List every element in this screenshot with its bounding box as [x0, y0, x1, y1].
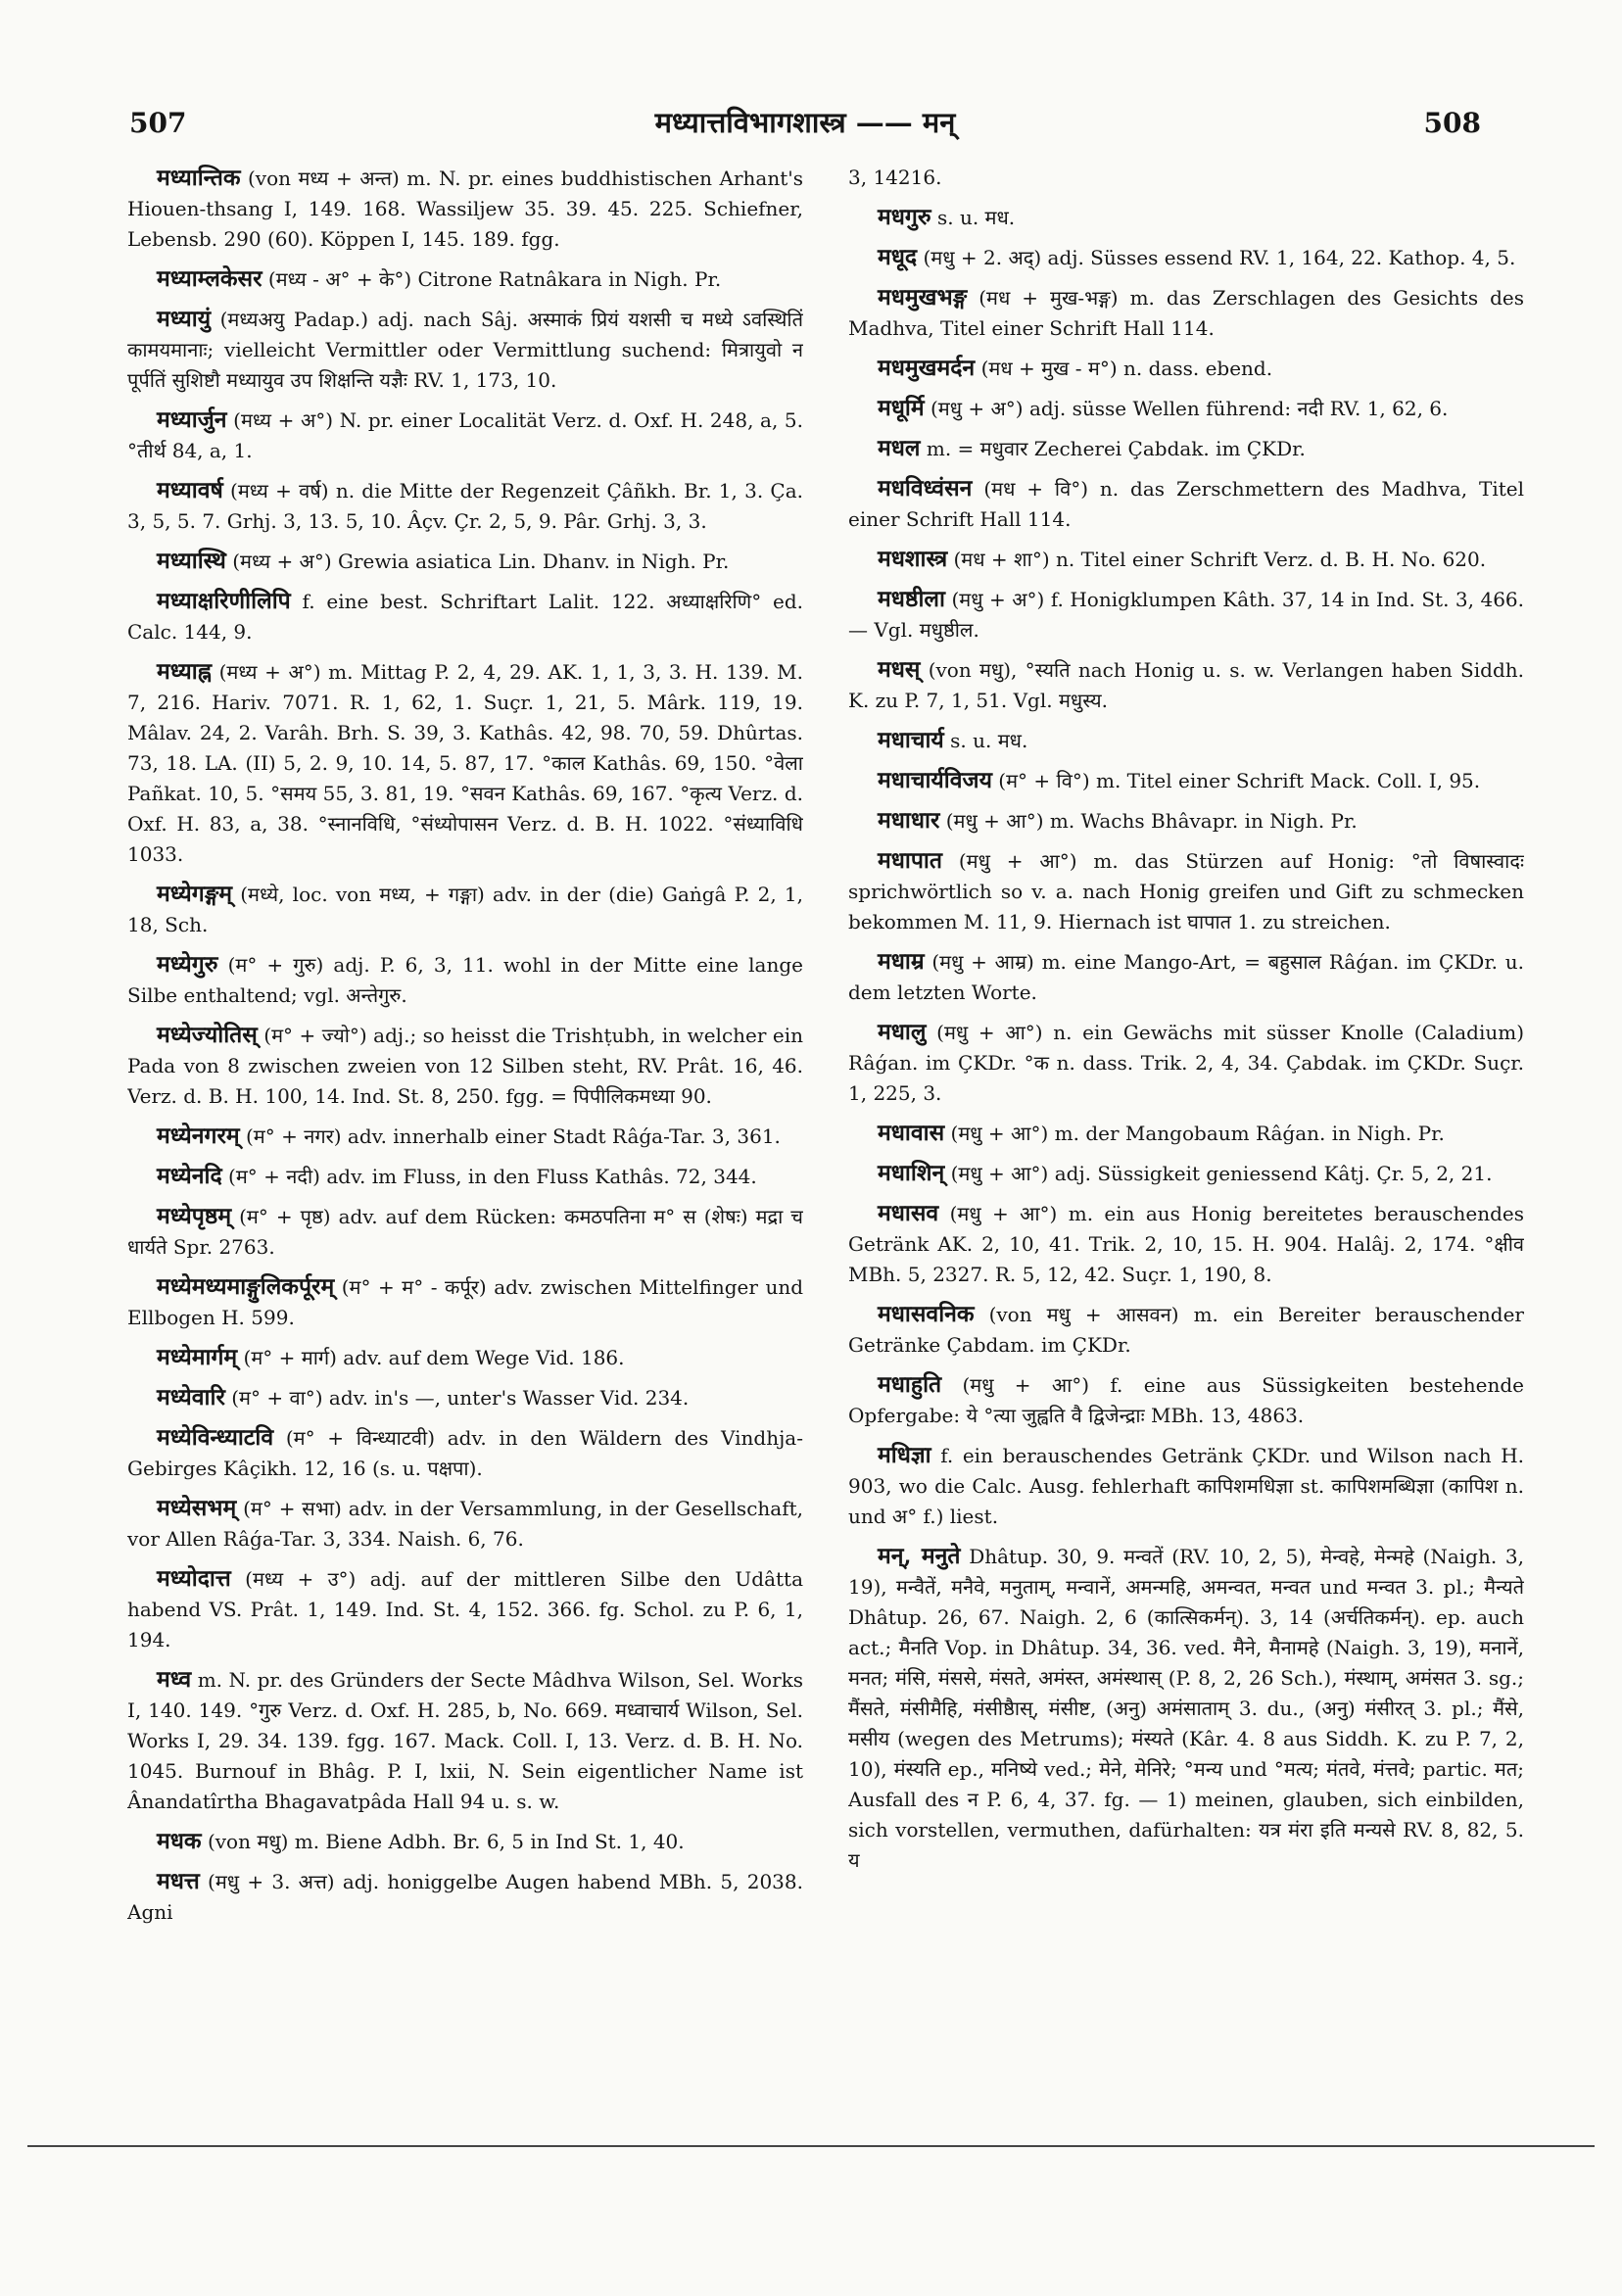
dictionary-entry: [127, 1271, 803, 1333]
entry-headword: मध्येनदि: [157, 1163, 222, 1189]
entry-headword: मध्यायुं: [157, 306, 212, 332]
entry-headword: मधल: [878, 435, 921, 461]
entry-headword: मध्याम्लकेसर: [157, 265, 262, 292]
dictionary-entry: [127, 949, 803, 1011]
entry-headword: मधासव: [878, 1200, 939, 1226]
entry-text: (मध + मुख - म°) n. dass. ebend.: [980, 357, 1273, 380]
dictionary-entry: [848, 282, 1524, 344]
dictionary-entry: [127, 475, 803, 537]
dictionary-entry: [127, 304, 803, 396]
dictionary-entry: [848, 433, 1524, 464]
entry-text: (मध्य - अ° + के°) Citrone Ratnâkara in Nigh. Pr.: [267, 267, 722, 291]
dictionary-entry: [127, 1201, 803, 1263]
entry-text: 3, 14216.: [848, 166, 942, 189]
dictionary-entry: [848, 1299, 1524, 1361]
entry-headword: मधूद: [878, 244, 918, 270]
bottom-rule: [27, 2145, 1595, 2147]
dictionary-entry: [848, 1541, 1524, 1876]
entry-headword: मधाचार्यविजय: [878, 767, 992, 793]
page-header: [129, 103, 1481, 142]
entry-headword: मन्, मनुते: [878, 1543, 961, 1569]
dictionary-entry: [127, 405, 803, 466]
entry-headword: मध्येसभम्: [157, 1495, 237, 1521]
entry-text: (मधु + अ°) adj. süsse Wellen führend: नदी RV. 1, 62, 6.: [930, 397, 1449, 420]
entry-headword: मधक: [157, 1828, 202, 1854]
entry-headword: मध्यास्थि: [157, 548, 226, 574]
entry-headword: मधमुखभङ्ग: [878, 284, 968, 311]
entry-text: Dhâtup. 30, 9. मन्वतें (RV. 10, 2, 5), मेन्वहे, मेन्महे (Naigh. 3, 19), मन्वैतें, मनैवे, मनुताम्, मन्वानें, अमन्महि, अमन्वत, मन्वत und मन्वत 3. pl.; मैन्यते Dhâtup. 26, 67. Naigh. 2, 6 (कात्सिकर्मन्). 3, 14 (अर्चतिकर्मन्). ep. auch act.; मैनति Vop. in Dhâtup. 34, 36. ved. मैने, मैनामहे (Naigh. 3, 19), मनानें, मनत; मंसि, मंससे, मंसते, अमंस्त, अमंस्थास् (P. 8, 2, 26 Sch.), मंस्थाम्, अमंसत 3. sg.; मैंसते, मंसीमैहि, मंसीष्ठैास्, मंसीष्ट, (अनु) अमंसाताम् 3. du., (अनु) मंसीरत् 3. pl.; मैंसे, मसीय (wegen des Metrums); मंस्यते (Kâr. 4. 8 aus Siddh. K. zu P. 7, 2, 10), मंस्यति ep., मनिष्ये ved.; मेने, मेनिरे; °मन्य und °मत्य; मंतवे, मंत्तवे; partic. मत; Ausfall des न P. 6, 4, 37. fg. — 1) meinen, glauben, sich einbilden, sich vorstellen, vermuthen, dafürhalten: यत्र मंरा इति मन्यसे RV. 8, 82, 5. य: [848, 1545, 1524, 1872]
entry-headword: मध्येपृष्ठम्: [157, 1203, 232, 1229]
entry-text: (म° + नगर) adv. innerhalb einer Stadt Râǵa-Tar. 3, 361.: [245, 1124, 781, 1148]
entry-text: (von मधु) m. Biene Adbh. Br. 6, 5 in Ind St. 1, 40.: [207, 1830, 685, 1853]
dictionary-entry: [848, 242, 1524, 273]
dictionary-entry: [848, 202, 1524, 233]
entry-headword: मधाशिन्: [878, 1160, 945, 1186]
entry-headword: मधालु: [878, 1019, 927, 1045]
entry-headword: मध्येगङ्गम्: [157, 881, 233, 907]
dictionary-entry: [848, 163, 1524, 193]
entry-headword: मधिज्ञा: [878, 1442, 931, 1468]
entry-text: f. eine best. Schriftart Lalit. 122. अध्याक्षरिणि° ed. Calc. 144, 9.: [127, 590, 803, 644]
entry-text: (मधु + आ°) m. der Mangobaum Râǵan. in Nigh. Pr.: [950, 1122, 1445, 1145]
dictionary-entry: [848, 805, 1524, 837]
entry-text: (मध + मुख-भङ्ग) m. das Zerschlagen des Gesichts des Madhva, Titel einer Schrift Hall 114.: [848, 286, 1524, 340]
entry-headword: मधाधार: [878, 807, 940, 834]
entry-headword: मधशास्त्र: [878, 546, 948, 572]
dictionary-entry: [848, 654, 1524, 716]
dictionary-entry: [127, 1382, 803, 1413]
entry-text: (म° + वि°) m. Titel einer Schrift Mack. Coll. I, 95.: [998, 769, 1481, 792]
entry-text: (मधु + आ°) m. das Stürzen auf Honig: °तो विषास्वादः sprichwörtlich so v. a. nach Honig greifen und Gift zu schmecken bekommen M. 11, 9. Hiernach ist घापात 1. zu streichen.: [848, 849, 1524, 933]
dictionary-entry: [127, 1563, 803, 1655]
entry-headword: मध्येमध्यमाङ्गुलिकर्पूरम्: [157, 1273, 335, 1300]
dictionary-entry: [127, 1121, 803, 1152]
entry-text: (म° + ज्यो°) adj.; so heisst die Trishṭubh, in welcher ein Pada von 8 zwischen zweien von 12 Silben steht, RV. Prât. 16, 46. Verz. d. B. H. 100, 14. Ind. St. 8, 250. fgg. = पिपीलिकमध्या 90.: [127, 1024, 803, 1108]
entry-text: (म° + पृष्ठ) adv. auf dem Rücken: कमठपतिना म° स (शेषः) मद्रा च धार्यते Spr. 2763.: [127, 1205, 803, 1259]
entry-headword: मध्याक्षरिणीलिपि: [157, 588, 291, 614]
entry-text: (von मध्य + अन्त) m. N. pr. eines buddhistischen Arhant's Hiouen-thsang I, 149. 168. Wassiljew 35. 39. 45. 225. Schiefner, Lebensb. 290 (60). Köppen I, 145. 189. fgg.: [127, 167, 803, 251]
dictionary-entry: [848, 1158, 1524, 1189]
dictionary-entry: [848, 353, 1524, 384]
dictionary-entry: [127, 656, 803, 870]
entry-headword: मधविध्वंसन: [878, 475, 973, 502]
dictionary-entry: [848, 1440, 1524, 1532]
entry-headword: मध्येमार्गम्: [157, 1344, 238, 1370]
entry-text: (मधु + आ°) m. Wachs Bhâvapr. in Nigh. Pr.: [945, 809, 1358, 833]
dictionary-entry: [848, 1369, 1524, 1431]
dictionary-entry: [127, 546, 803, 577]
entry-headword: मधासवनिक: [878, 1301, 975, 1327]
dictionary-entry: [127, 1161, 803, 1192]
entry-text: f. ein berauschendes Getränk ÇKDr. und Wilson nach H. 903, wo die Calc. Ausg. fehlerhaft कापिशमधिज्ञा st. कापिशमब्धिज्ञा (कापिश n. und अ° f.) liest.: [848, 1444, 1524, 1528]
entry-headword: मध्योदात्त: [157, 1565, 231, 1592]
dictionary-entry: [127, 879, 803, 940]
dictionary-entry: [127, 1826, 803, 1857]
entry-text: (मधु + आ°) n. ein Gewächs mit süsser Knolle (Caladium) Râǵan. im ÇKDr. °क n. dass. Trik. 2, 4, 34. Çabdak. im ÇKDr. Suçr. 1, 225, 3.: [848, 1021, 1524, 1105]
entry-text: (मधु + अ°) f. Honigklumpen Kâth. 37, 14 in Ind. St. 3, 466. — Vgl. मधुष्ठील.: [848, 588, 1524, 642]
entry-text: (म° + मार्ग) adv. auf dem Wege Vid. 186.: [243, 1346, 625, 1369]
dictionary-entry: [848, 765, 1524, 796]
dictionary-entry: [127, 1493, 803, 1555]
dictionary-entry: [127, 1866, 803, 1928]
dictionary-entry: [848, 845, 1524, 937]
entry-text: (मध्य + अ°) Grewia asiatica Lin. Dhanv. in Nigh. Pr.: [232, 550, 730, 573]
dictionary-entry: [127, 1342, 803, 1373]
entry-text: (म° + नदी) adv. im Fluss, in den Fluss Kathâs. 72, 344.: [228, 1165, 757, 1188]
entry-headword: मध्येनगरम्: [157, 1123, 240, 1149]
entry-headword: मध्यार्जुन: [157, 407, 227, 433]
entry-text: (मध्य + उ°) adj. auf der mittleren Silbe den Udâtta habend VS. Prât. 1, 149. Ind. St. 4, 152. 366. fg. Schol. zu P. 6, 1, 194.: [127, 1567, 803, 1651]
entry-headword: मधस्: [878, 656, 921, 683]
entry-text: (म° + वा°) adv. in's —, unter's Wasser Vid. 234.: [231, 1386, 690, 1410]
entry-text: (von मधु + आसवन) m. ein Bereiter berauschender Getränke Çabdam. im ÇKDr.: [848, 1303, 1524, 1357]
dictionary-entry: [127, 163, 803, 255]
entry-text: (म° + गुरु) adj. P. 6, 3, 11. wohl in der Mitte eine lange Silbe enthaltend; vgl. अन्तेगुरु.: [127, 953, 803, 1007]
dictionary-entry: [127, 1664, 803, 1817]
entry-headword: मधत्त: [157, 1868, 200, 1894]
running-title: मध्यात्तविभागशास्त्र —— मन्: [654, 106, 956, 139]
entry-headword: मधष्ठीला: [878, 586, 945, 612]
dictionary-entry: [127, 586, 803, 647]
entry-headword: मध्यान्तिक: [157, 165, 241, 191]
entry-text: (मधु + आ°) adj. Süssigkeit geniessend Kâtj. Çr. 5, 2, 21.: [950, 1162, 1493, 1185]
entry-text: (मधु + 3. अत्त) adj. honiggelbe Augen habend MBh. 5, 2038. Agni: [127, 1870, 803, 1924]
entry-text: (मध + शा°) n. Titel einer Schrift Verz. d. B. H. No. 620.: [953, 548, 1487, 571]
entry-headword: मध्येवारि: [157, 1384, 225, 1411]
entry-headword: मधापात: [878, 847, 942, 874]
dictionary-entry: [848, 473, 1524, 535]
entry-text: (मध्य + वर्ष) n. die Mitte der Regenzeit Çâñkh. Br. 1, 3. Ça. 3, 5, 5. 7. Grhj. 3, 13. 5, 10. Âçv. Çr. 2, 5, 9. Pâr. Grhj. 3, 3.: [127, 479, 803, 533]
entry-text: (मध्य + अ°) N. pr. einer Localität Verz. d. Oxf. H. 248, a, 5. °तीर्थ 84, a, 1.: [127, 408, 803, 462]
entry-text: (मधु + 2. अद्) adj. Süsses essend RV. 1, 164, 22. Kathop. 4, 5.: [923, 246, 1516, 269]
entry-headword: मध्यावर्ष: [157, 477, 223, 503]
entry-text: (म° + सभा) adv. in der Versammlung, in der Gesellschaft, vor Allen Râǵa-Tar. 3, 334. Naish. 6, 76.: [127, 1497, 803, 1551]
entry-text: (मध्यअयु Padap.) adj. nach Sâj. अस्माकं प्रियं यशसी च मध्ये ऽवस्थितिं कामयमानाः; vielleicht Vermittler oder Vermittlung suchend: मित्रायुवो न पूर्पतिं सुशिष्टौ मध्यायुव उप शिक्षन्ति यज्ञैः RV. 1, 173, 10.: [127, 308, 803, 392]
entry-headword: मध्येगुरु: [157, 951, 218, 978]
dictionary-entry: [848, 1198, 1524, 1290]
dictionary-entry: [127, 1020, 803, 1112]
entry-text: (मध + वि°) n. das Zerschmettern des Madhva, Titel einer Schrift Hall 114.: [848, 477, 1524, 531]
dictionary-entry: [848, 725, 1524, 756]
entry-text: (मध्य + अ°) m. Mittag P. 2, 4, 29. AK. 1, 1, 3, 3. H. 139. M. 7, 216. Hariv. 7071. R. 1, 62, 1. Suçr. 1, 21, 5. Mârk. 119, 19. Mâlav. 24, 2. Varâh. Brh. S. 39, 3. Kathâs. 42, 98. 70, 59. Dhûrtas. 73, 18. LA. (II) 5, 2. 9, 10. 14, 5. 87, 17. °काल Kathâs. 69, 150. °वेला Pañkat. 10, 5. °समय 55, 3. 81, 19. °सवन Kathâs. 69, 167. °कृत्य Verz. d. Oxf. H. 83, a, 38. °स्नानविधि, °संध्योपासन Verz. d. B. H. 1022. °संध्याविधि 1033.: [127, 660, 803, 866]
dictionary-entry: [848, 1017, 1524, 1109]
entry-text: (मधु + आम्र) m. eine Mango-Art, = बहुसाल Râǵan. im ÇKDr. u. dem letzten Worte.: [848, 950, 1524, 1004]
entry-text: (म° + म° - कर्पूर) adv. zwischen Mittelfinger und Ellbogen H. 599.: [127, 1275, 803, 1329]
dictionary-entry: [848, 1118, 1524, 1149]
entry-text: s. u. मध.: [936, 206, 1016, 229]
entry-text: (मधु + आ°) m. ein aus Honig bereitetes berauschendes Getränk AK. 2, 10, 41. Trik. 2, 10, 15. H. 904. Halâj. 2, 174. °क्षीव MBh. 5, 2327. R. 5, 12, 42. Suçr. 1, 190, 8.: [848, 1202, 1524, 1286]
entry-headword: मधाहुति: [878, 1371, 942, 1398]
entry-headword: मध्येविन्ध्याटवि: [157, 1424, 274, 1451]
entry-headword: मधूर्मि: [878, 395, 925, 421]
entry-headword: मध्येज्योतिस्: [157, 1022, 258, 1048]
entry-text: m. N. pr. des Gründers der Secte Mâdhva Wilson, Sel. Works I, 140. 149. °गुरु Verz. d. Oxf. H. 285, b, No. 669. मध्वाचार्य Wilson, Sel. Works I, 29. 34. 139. fgg. 167. Mack. Coll. I, 13. Verz. d. B. H. No. 1045. Burnouf in Bhâg. P. I, lxii, N. Sein eigentlicher Name ist Ânandatîrtha Bhagavatpâda Hall 94 u. s. w.: [127, 1668, 803, 1813]
entry-text: (von मधु), °स्यति nach Honig u. s. w. Verlangen haben Siddh. K. zu P. 7, 1, 51. Vgl. मधुस्य.: [848, 658, 1524, 712]
page-number-right: 508: [1423, 107, 1481, 139]
dictionary-entry: [848, 544, 1524, 575]
left-column: [127, 163, 803, 2053]
entry-headword: मधाचार्य: [878, 727, 944, 753]
entry-headword: मध्याह्न: [157, 658, 213, 685]
right-column: [848, 163, 1524, 2053]
dictionary-entry: [848, 946, 1524, 1008]
entry-text: m. = मधुवार Zecherei Çabdak. im ÇKDr.: [926, 437, 1306, 460]
entry-headword: मधावास: [878, 1120, 945, 1146]
entry-headword: मधमुखमर्दन: [878, 355, 976, 381]
entry-headword: मधगुरु: [878, 204, 931, 230]
dictionary-entry: [848, 584, 1524, 646]
entry-text: (म° + विन्ध्याटवी) adv. in den Wäldern des Vindhja-Gebirges Kâçikh. 12, 16 (s. u. पक्षपा).: [127, 1426, 803, 1480]
entry-headword: मध्व: [157, 1666, 192, 1693]
page-number-left: 507: [129, 107, 187, 139]
entry-text: s. u. मध.: [950, 729, 1028, 752]
dictionary-entry: [127, 1422, 803, 1484]
entry-text: (मधु + आ°) f. eine aus Süssigkeiten bestehende Opfergabe: ये °त्या जुह्वति वै द्विजेन्द्राः MBh. 13, 4863.: [848, 1373, 1524, 1427]
entry-text: (मध्ये, loc. von मध्य, + गङ्गा) adv. in der (die) Gaṅgâ P. 2, 1, 18, Sch.: [127, 883, 803, 936]
dictionary-entry: [848, 393, 1524, 424]
dictionary-entry: [127, 263, 803, 295]
entry-headword: मधाम्र: [878, 948, 925, 975]
